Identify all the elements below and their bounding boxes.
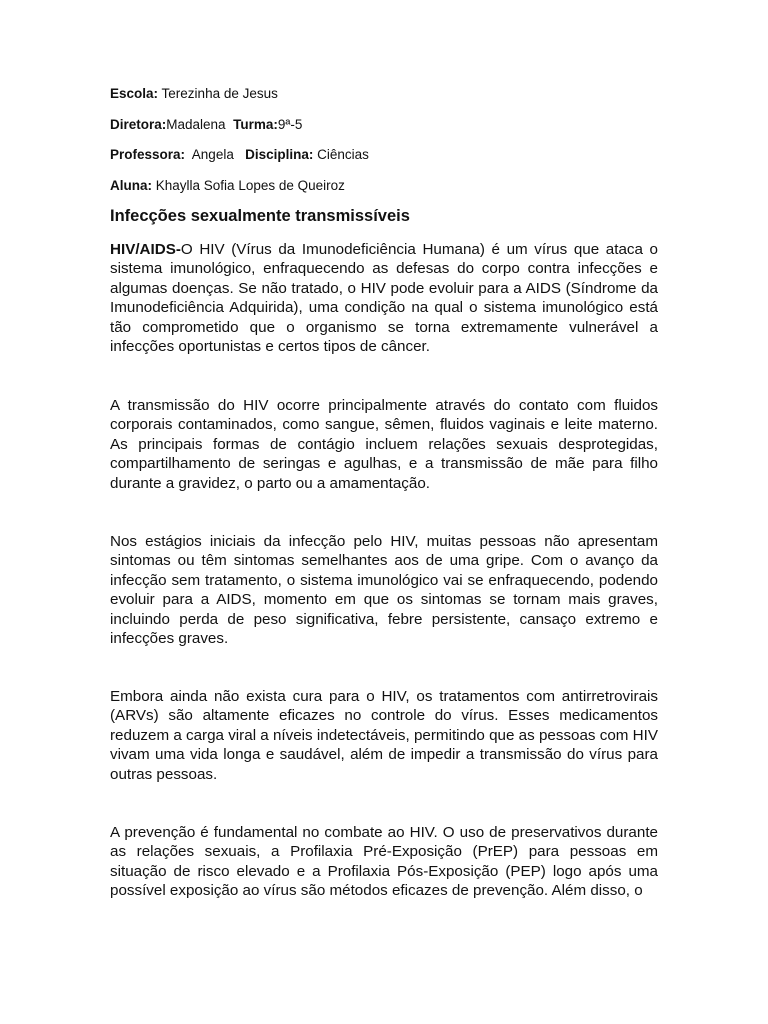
professora-label: Professora:	[110, 147, 186, 162]
aluna-label: Aluna:	[110, 177, 152, 193]
paragraph-transmission: A transmissão do HIV ocorre principalmente através do contato com fluidos corporais contaminados, como sangue, sêmen, fluidos vaginais e leite materno. As principais formas de contágio incluem relações sexuais desprotegidas, compartilhamento de seringas e agulhas, e a transmissão de mãe para filho durante a gravidez, o parto ou a amamentação.	[110, 397, 658, 492]
paragraph-hiv-aids	[110, 240, 658, 356]
disciplina-label: Disciplina:	[245, 147, 314, 162]
paragraph-label: HIV/AIDS-	[110, 241, 181, 258]
aluna-value: Khaylla Sofia Lopes de Queiroz	[155, 177, 345, 193]
paragraph-text: O HIV (Vírus da Imunodeficiência Humana) é um vírus que ataca o sistema imunológico, enfraquecendo as defesas do corpo contra infecções e algumas doenças. Se não tratado, o HIV pode evoluir para a AIDS (Síndrome da Imunodeficiência Adquirida), uma condição na qual o sistema imunológico está tão comprometido que o organismo se torna extremamente vulnerável a infecções oportunistas e certos tipos de câncer.	[110, 241, 658, 356]
aluna-row	[110, 178, 369, 209]
disciplina-value: Ciências	[317, 147, 369, 162]
escola-value: Terezinha de Jesus	[161, 86, 278, 101]
document-title: Infecções sexualmente transmissíveis	[110, 207, 410, 225]
paragraph-treatment: Embora ainda não exista cura para o HIV, os tratamentos com antirretrovirais (ARVs) são altamente eficazes no controle do vírus. Esses medicamentos reduzem a carga viral a níveis indetectáveis, permitindo que as pessoas com HIV vivam uma vida longa e saudável, além de impedir a transmissão do vírus para outras pessoas.	[110, 688, 658, 783]
diretora-value: Madalena	[166, 116, 226, 132]
document-header	[110, 86, 369, 208]
diretora-turma-row	[110, 117, 369, 148]
turma-label: Turma:	[233, 116, 278, 132]
turma-value: 9ª-5	[277, 116, 303, 132]
paragraph-prevention: A prevenção é fundamental no combate ao HIV. O uso de preservativos durante as relações sexuais, a Profilaxia Pré-Exposição (PrEP) para pessoas em situação de risco elevado e a Profilaxia Pós-Exposição (PEP) logo após uma possível exposição ao vírus são métodos eficazes de prevenção. Além disso, o	[110, 824, 658, 900]
paragraph-symptoms: Nos estágios iniciais da infecção pelo HIV, muitas pessoas não apresentam sintomas ou têm sintomas semelhantes aos de uma gripe. Com o avanço da infecção sem tratamento, o sistema imunológico vai se enfraquecendo, podendo evoluir para a AIDS, momento em que os sintomas se tornam mais graves, incluindo perda de peso significativa, febre persistente, cansaço extremo e infecções graves.	[110, 533, 658, 648]
escola-label: Escola:	[110, 86, 159, 101]
professora-disciplina-row	[110, 147, 369, 178]
professora-value: Angela	[191, 147, 234, 162]
diretora-label: Diretora:	[110, 116, 167, 132]
escola-row	[110, 86, 369, 117]
